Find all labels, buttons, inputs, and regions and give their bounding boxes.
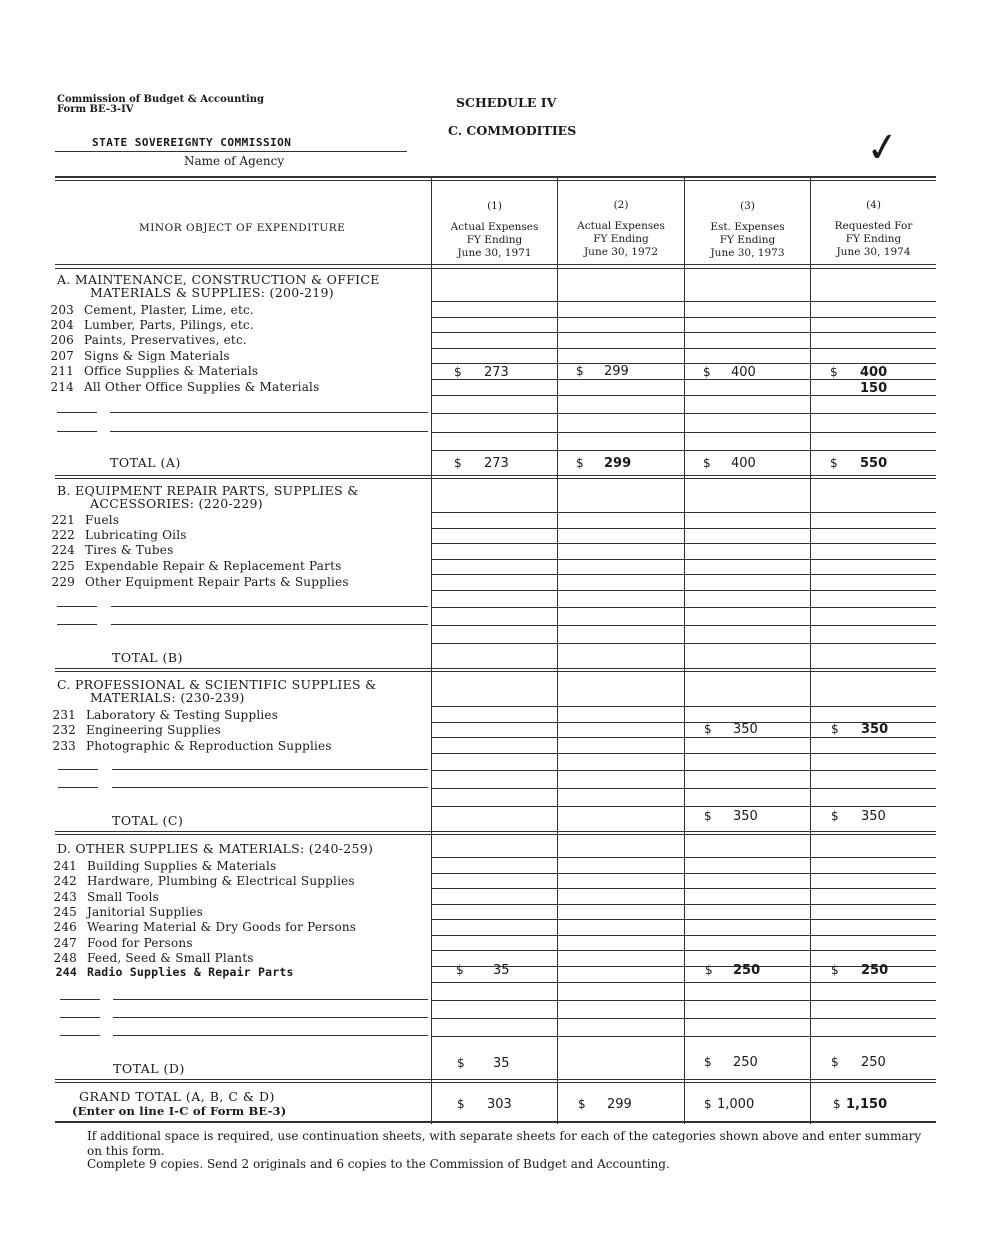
row-rule <box>432 590 936 591</box>
col3-l1: Est. Expenses <box>710 221 785 233</box>
dollar-sign: $ <box>831 1055 839 1069</box>
amount-a211-c2: 299 <box>604 364 629 379</box>
row-rule <box>432 317 936 318</box>
total-a-label: TOTAL (A) <box>110 455 181 470</box>
total-a-c1: 273 <box>484 456 509 471</box>
blank-code-line <box>57 412 97 413</box>
section-d-title: D. OTHER SUPPLIES & MATERIALS: (240-259) <box>57 841 374 856</box>
row-rule <box>432 737 936 738</box>
row-rule <box>432 528 936 529</box>
dollar-sign: $ <box>576 456 584 470</box>
blank-code-line <box>58 787 98 788</box>
col2-l3: June 30, 1972 <box>583 246 659 258</box>
total-c-label: TOTAL (C) <box>112 813 184 828</box>
header-bottom-rule <box>55 264 936 265</box>
dollar-sign: $ <box>454 456 462 470</box>
row-rule <box>432 706 936 707</box>
list-item: 233 Photographic & Reproduction Supplies <box>52 739 332 753</box>
blank-label-line <box>113 1035 428 1036</box>
list-item: 221 Fuels <box>51 513 120 527</box>
dollar-sign: $ <box>456 963 464 977</box>
dollar-sign: $ <box>578 1097 586 1111</box>
row-rule <box>432 543 936 544</box>
blank-label-line <box>111 606 428 607</box>
category-title: C. COMMODITIES <box>448 123 577 138</box>
row-rule <box>432 770 936 771</box>
section-c-title <box>57 678 377 704</box>
amount-c232-c4: 350 <box>861 722 889 737</box>
section-rule-2 <box>55 671 936 672</box>
col2-l2: FY Ending <box>593 233 649 245</box>
row-rule <box>432 512 936 513</box>
blank-label-line <box>110 412 428 413</box>
amount-a211-c3: 400 <box>731 365 756 380</box>
blank-label-line <box>110 431 428 432</box>
row-rule <box>432 559 936 560</box>
list-item: 248 Feed, Seed & Small Plants <box>53 951 254 965</box>
col4-num: (4) <box>866 199 881 211</box>
checkmark-icon: ✓ <box>862 122 903 174</box>
col4-l1: Requested For <box>834 220 913 232</box>
amount-a211-c4: 400 <box>860 365 888 380</box>
section-b-title <box>57 484 359 510</box>
dollar-sign: $ <box>457 1056 465 1070</box>
total-a-c2: 299 <box>604 456 632 471</box>
row-rule <box>432 432 936 433</box>
row-rule <box>432 643 936 644</box>
col3-num: (3) <box>740 200 755 212</box>
dollar-sign: $ <box>831 963 839 977</box>
schedule-title: SCHEDULE IV <box>456 95 557 110</box>
footer-line-1: If additional space is required, use continuation sheets, with separate sheets for each of the categories shown above and enter summary <box>87 1129 922 1143</box>
list-item: 206 Paints, Preservatives, etc. <box>50 333 247 347</box>
dollar-sign: $ <box>704 1055 712 1069</box>
section-c-title-2: MATERIALS: (230-239) <box>90 690 245 705</box>
header-bottom-rule-2 <box>55 268 936 269</box>
list-item: 222 Lubricating Oils <box>51 528 187 542</box>
blank-code-line <box>57 431 97 432</box>
agency-name-typed: STATE SOVEREIGNTY COMMISSION <box>92 136 292 149</box>
total-d-label: TOTAL (D) <box>113 1061 185 1076</box>
blank-label-line <box>113 1017 428 1018</box>
grand-total-c3: 1,000 <box>717 1097 755 1112</box>
list-item: 243 Small Tools <box>53 890 159 904</box>
list-item: 207 Signs & Sign Materials <box>50 349 230 363</box>
list-item: 229 Other Equipment Repair Parts & Supplies <box>51 575 349 589</box>
total-d-c1: 35 <box>493 1056 510 1071</box>
blank-label-line <box>112 787 428 788</box>
amount-d244-c1: 35 <box>493 963 510 978</box>
row-rule <box>432 348 936 349</box>
list-item: 225 Expendable Repair & Replacement Parts <box>51 559 342 573</box>
section-c-title-1: C. PROFESSIONAL & SCIENTIFIC SUPPLIES & <box>57 677 377 692</box>
row-rule <box>432 574 936 575</box>
section-rule <box>55 1079 936 1080</box>
amount-c232-c3: 350 <box>733 722 758 737</box>
dollar-sign: $ <box>703 365 711 379</box>
footer-line-3: Complete 9 copies. Send 2 originals and 6 copies to the Commission of Budget and Accounting. <box>87 1157 670 1171</box>
col2-l1: Actual Expenses <box>577 220 665 232</box>
blank-code-line <box>58 769 98 770</box>
amount-a214-c4: 150 <box>860 381 888 396</box>
blank-label-line <box>113 999 428 1000</box>
row-rule <box>432 1000 936 1001</box>
list-item: 224 Tires & Tubes <box>51 543 174 557</box>
row-rule <box>432 363 936 364</box>
col4-l2: FY Ending <box>845 233 902 245</box>
section-rule-2 <box>55 1082 936 1083</box>
minor-object-header: MINOR OBJECT OF EXPENDITURE <box>139 222 346 234</box>
list-item: 231 Laboratory & Testing Supplies <box>52 708 279 722</box>
total-c-c3: 350 <box>733 809 758 824</box>
section-b-title-1: B. EQUIPMENT REPAIR PARTS, SUPPLIES & <box>57 483 359 498</box>
section-rule <box>55 668 936 669</box>
dollar-sign: $ <box>833 1097 841 1111</box>
col-header-3 <box>685 200 810 260</box>
total-c-c4: 350 <box>861 809 886 824</box>
row-rule <box>432 1036 936 1037</box>
row-rule <box>432 857 936 858</box>
grand-total-c2: 299 <box>607 1097 632 1112</box>
list-item: 246 Wearing Material & Dry Goods for Persons <box>53 920 357 934</box>
row-rule <box>432 413 936 414</box>
section-b-title-2: ACCESSORIES: (220-229) <box>90 496 263 511</box>
blank-code-line <box>57 624 97 625</box>
total-d-c3: 250 <box>733 1055 758 1070</box>
list-item: 241 Building Supplies & Materials <box>53 859 277 873</box>
table-bottom-rule <box>55 1121 936 1123</box>
list-item: 232 Engineering Supplies <box>52 723 221 737</box>
row-rule <box>432 919 936 920</box>
dollar-sign: $ <box>704 1097 712 1111</box>
col3-l3: June 30, 1973 <box>710 247 785 259</box>
form-number: Form BE-3-IV <box>57 104 134 115</box>
list-item: 204 Lumber, Parts, Pilings, etc. <box>50 318 254 332</box>
section-a-title-1: A. MAINTENANCE, CONSTRUCTION & OFFICE <box>57 272 380 287</box>
section-rule-2 <box>55 478 936 479</box>
row-rule <box>432 888 936 889</box>
dollar-sign: $ <box>704 722 712 736</box>
section-a-title <box>57 273 380 299</box>
total-b-label: TOTAL (B) <box>112 650 183 665</box>
blank-label-line <box>112 769 428 770</box>
amount-a211-c1: 273 <box>484 365 509 380</box>
row-rule <box>432 806 936 807</box>
row-rule <box>432 301 936 302</box>
table-top-rule-2 <box>55 180 936 181</box>
col2-num: (2) <box>613 199 629 211</box>
list-item: 247 Food for Persons <box>53 936 193 950</box>
row-rule <box>432 753 936 754</box>
total-a-c3: 400 <box>731 456 756 471</box>
blank-code-line <box>60 1017 100 1018</box>
row-rule <box>432 873 936 874</box>
dollar-sign: $ <box>576 364 584 378</box>
col1-l1: Actual Expenses <box>450 221 539 233</box>
dollar-sign: $ <box>457 1097 465 1111</box>
row-rule <box>432 982 936 983</box>
grand-total-c1: 303 <box>487 1097 512 1112</box>
row-rule <box>432 332 936 333</box>
agency-name-underline <box>55 151 407 152</box>
row-rule <box>432 625 936 626</box>
dollar-sign: $ <box>831 809 839 823</box>
col1-num: (1) <box>487 200 502 212</box>
row-rule <box>432 788 936 789</box>
list-item: 245 Janitorial Supplies <box>53 905 204 919</box>
grand-total-label: GRAND TOTAL (A, B, C & D) <box>79 1089 275 1104</box>
agency-name-label: Name of Agency <box>184 154 285 168</box>
row-rule <box>432 904 936 905</box>
blank-label-line <box>111 624 428 625</box>
amount-d244-c4: 250 <box>861 963 889 978</box>
dollar-sign: $ <box>703 456 711 470</box>
blank-code-line <box>57 606 97 607</box>
dollar-sign: $ <box>831 722 839 736</box>
row-rule <box>432 1018 936 1019</box>
section-rule-2 <box>55 834 936 835</box>
dollar-sign: $ <box>830 365 838 379</box>
blank-code-line <box>60 1035 100 1036</box>
dollar-sign: $ <box>830 456 838 470</box>
list-item: 242 Hardware, Plumbing & Electrical Supplies <box>53 874 355 888</box>
amount-d244-c3: 250 <box>733 963 761 978</box>
col-header-1 <box>432 200 557 260</box>
grand-total-note: (Enter on line I-C of Form BE-3) <box>72 1104 287 1118</box>
row-rule <box>432 950 936 951</box>
section-rule <box>55 475 936 476</box>
list-item-typed: 244 Radio Supplies & Repair Parts <box>55 965 294 979</box>
footer-line-2: on this form. <box>87 1144 165 1158</box>
total-d-c4: 250 <box>861 1055 886 1070</box>
col1-l2: FY Ending <box>466 234 523 246</box>
section-rule <box>55 831 936 832</box>
dollar-sign: $ <box>705 963 713 977</box>
list-item: 203 Cement, Plaster, Lime, etc. <box>50 303 254 317</box>
list-item: 211 Office Supplies & Materials <box>50 364 259 378</box>
section-a-title-2: MATERIALS & SUPPLIES: (200-219) <box>90 285 334 300</box>
dollar-sign: $ <box>704 809 712 823</box>
grand-total-c4: 1,150 <box>846 1097 888 1112</box>
col-header-4 <box>811 199 936 259</box>
commission-line1: Commission of Budget & Accounting <box>57 94 265 105</box>
table-top-rule <box>55 176 936 178</box>
col4-l3: June 30, 1974 <box>836 246 911 258</box>
col1-l3: June 30, 1971 <box>457 247 532 259</box>
row-rule <box>432 607 936 608</box>
total-a-c4: 550 <box>860 456 888 471</box>
list-item: 214 All Other Office Supplies & Materials <box>50 380 320 394</box>
col3-l2: FY Ending <box>719 234 776 246</box>
dollar-sign: $ <box>454 365 462 379</box>
row-rule <box>432 935 936 936</box>
row-rule <box>432 450 936 451</box>
col-header-2 <box>558 199 684 259</box>
blank-code-line <box>60 999 100 1000</box>
